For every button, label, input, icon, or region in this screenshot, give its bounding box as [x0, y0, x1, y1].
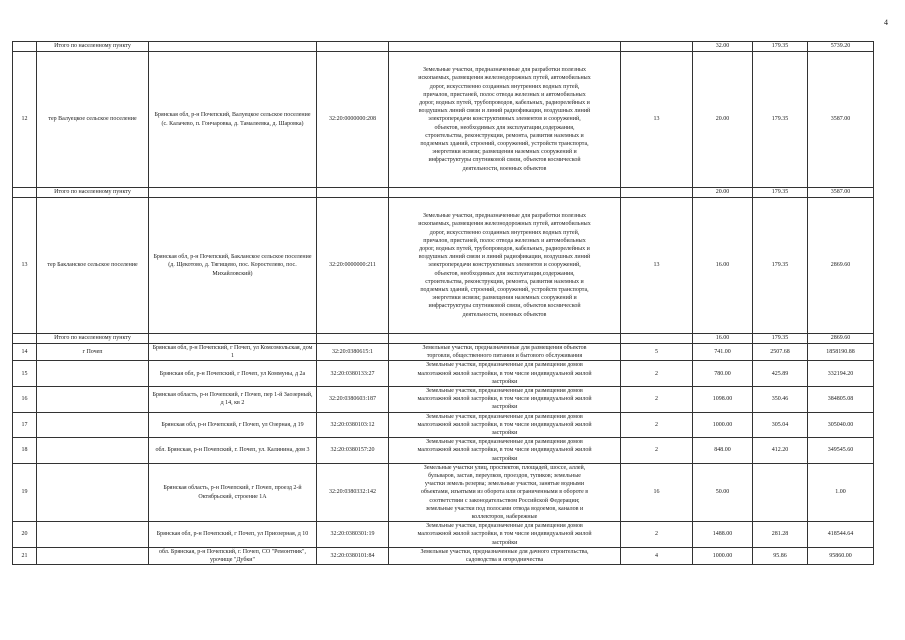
- land-use-description: Земельные участки, предназначенные для размещения домов малоэтажной жилой застройки, в том числе индивидуальной жилой застройки: [389, 438, 621, 464]
- address-cell: Брянская обл, р-н Почепский, г Почеп, ул Комсомольская, дом 1: [149, 344, 317, 361]
- table-row: [13, 387, 874, 413]
- land-use-group: 2: [621, 387, 693, 413]
- table-row: [13, 52, 874, 188]
- cadastral-number: 32:20:0380301:19: [317, 522, 389, 548]
- cadastral-rate: 305.04: [753, 412, 808, 438]
- address-cell: Брянская обл, р-н Почепский, Валуецкое сельское поселение (с. Калачево, п. Гончаровка, д. Тамалеевка, д. Шаровка): [149, 52, 317, 188]
- land-use-description: Земельные участки, предназначенные для размещения домов малоэтажной жилой застройки, в том числе индивидуальной жилой застройки: [389, 412, 621, 438]
- settlement-name: тер Валуецкое сельское поселение: [37, 52, 149, 188]
- subtotal-group-cell: [621, 334, 693, 344]
- row-number: 16: [13, 387, 37, 413]
- subtotal-row: [13, 42, 874, 52]
- settlement-name: тер Бакланское сельское поселение: [37, 198, 149, 334]
- cadastral-value: 2869.60: [808, 198, 874, 334]
- cadastral-rate: 179.35: [753, 198, 808, 334]
- cadastral-rate: 2507.68: [753, 344, 808, 361]
- land-use-description: Земельные участки, предназначенные для разработки полезных ископаемых, размещения железнодорожных путей, автомобильных дорог, искусственно созданных внутренних водных путей, причалов, пристаней, полос отвода железных и автомобильных дорог, водных путей, трубопроводов, кабельных, радиорелейных и воздушных линий связи и линий радиофикации, воздушных линий электропередачи конструктивных элементов и сооружений, объектов, необходимых для эксплуатации,содержания, строительства, реконструкции, ремонта, развития наземных и подземных зданий, строений, сооружений, устройств транспорта, энергетики исвязи; размещения наземных сооружений и инфраструктуры спутниковой связи, объектов космической деятельности, военных объектов: [389, 52, 621, 188]
- cadastral-rate: 350.46: [753, 387, 808, 413]
- row-number: 14: [13, 344, 37, 361]
- area-value: 848.00: [693, 438, 753, 464]
- land-use-group: 5: [621, 344, 693, 361]
- cadastral-value: 384805.08: [808, 387, 874, 413]
- area-value: 50.00: [693, 463, 753, 521]
- address-cell: Брянская область, р-н Почепский, г Почеп, пер 1-й Заозерный, д 14, кв 2: [149, 387, 317, 413]
- cadastral-value: 305040.00: [808, 412, 874, 438]
- subtotal-value: 5739.20: [808, 42, 874, 52]
- cadastral-value: 95860.00: [808, 547, 874, 564]
- subtotal-label: Итого по населенному пункту: [37, 42, 149, 52]
- row-number: 21: [13, 547, 37, 564]
- subtotal-label: Итого по населенному пункту: [37, 334, 149, 344]
- subtotal-area: 20.00: [693, 188, 753, 198]
- settlement-name: [37, 438, 149, 464]
- row-number: 12: [13, 52, 37, 188]
- subtotal-area: 16.00: [693, 334, 753, 344]
- area-value: 1000.00: [693, 412, 753, 438]
- subtotal-address-cell: [149, 42, 317, 52]
- land-cadastral-table: [12, 41, 874, 565]
- land-use-description: Земельные участки, предназначенные для размещения объектов торговли, общественного питания и бытового обслуживания: [389, 344, 621, 361]
- subtotal-cadastral-cell: [317, 42, 389, 52]
- subtotal-address-cell: [149, 334, 317, 344]
- land-use-group: 13: [621, 198, 693, 334]
- land-use-description: Земельные участки, предназначенные для размещения домов малоэтажной жилой застройки, в том числе индивидуальной жилой застройки: [389, 387, 621, 413]
- row-number: 20: [13, 522, 37, 548]
- land-use-group: 4: [621, 547, 693, 564]
- cadastral-number: 32:20:0380603:187: [317, 387, 389, 413]
- row-number: 17: [13, 412, 37, 438]
- address-cell: Брянская область, р-н Почепский, г Почеп, проезд 2-й Октябрьский, строение 1А: [149, 463, 317, 521]
- land-use-group: 2: [621, 361, 693, 387]
- settlement-name: [37, 547, 149, 564]
- cadastral-rate: 179.35: [753, 52, 808, 188]
- cadastral-rate: [753, 463, 808, 521]
- land-use-description: Земельные участки, предназначенные для размещения домов малоэтажной жилой застройки, в том числе индивидуальной жилой застройки: [389, 361, 621, 387]
- area-value: 20.00: [693, 52, 753, 188]
- cadastral-number: 32:20:0380157:20: [317, 438, 389, 464]
- row-number: 13: [13, 198, 37, 334]
- settlement-name: [37, 463, 149, 521]
- settlement-name: [37, 412, 149, 438]
- address-cell: Брянская обл, р-н Почепский, г Почеп, ул Коммуны, д 2а: [149, 361, 317, 387]
- cadastral-number: 32:20:0380133:27: [317, 361, 389, 387]
- cadastral-rate: 425.89: [753, 361, 808, 387]
- cadastral-value: 349545.60: [808, 438, 874, 464]
- table-row: [13, 463, 874, 521]
- cadastral-value: 3587.00: [808, 52, 874, 188]
- area-value: 1098.00: [693, 387, 753, 413]
- subtotal-row: [13, 334, 874, 344]
- table-row: [13, 547, 874, 564]
- subtotal-row: [13, 188, 874, 198]
- subtotal-land-use-cell: [389, 188, 621, 198]
- row-number: 18: [13, 438, 37, 464]
- area-value: 780.00: [693, 361, 753, 387]
- subtotal-rate: 179.35: [753, 42, 808, 52]
- land-use-group: 2: [621, 522, 693, 548]
- subtotal-num-cell: [13, 188, 37, 198]
- address-cell: Брянская обл, р-н Почепский, Бакланское сельское поселение (д. Щекотово, д. Тягищево, пос. Коростелево, пос. Михайловский): [149, 198, 317, 334]
- subtotal-land-use-cell: [389, 42, 621, 52]
- cadastral-rate: 412.20: [753, 438, 808, 464]
- row-number: 15: [13, 361, 37, 387]
- cadastral-value: 332194.20: [808, 361, 874, 387]
- subtotal-num-cell: [13, 42, 37, 52]
- subtotal-value: 2869.60: [808, 334, 874, 344]
- address-cell: обл. Брянская, р-н Почепский, г. Почеп, ул. Калинина, дом 3: [149, 438, 317, 464]
- row-number: 19: [13, 463, 37, 521]
- subtotal-label: Итого по населенному пункту: [37, 188, 149, 198]
- settlement-name: [37, 361, 149, 387]
- subtotal-rate: 179.35: [753, 334, 808, 344]
- table-row: [13, 438, 874, 464]
- cadastral-number: 32:20:0000000:208: [317, 52, 389, 188]
- address-cell: Брянская обл, р-н Почепский, г Почеп, ул Озерная, д 19: [149, 412, 317, 438]
- area-value: 741.00: [693, 344, 753, 361]
- subtotal-address-cell: [149, 188, 317, 198]
- land-use-description: Земельные участки, предназначенные для разработки полезных ископаемых, размещения железнодорожных путей, автомобильных дорог, искусственно созданных внутренних водных путей, причалов, пристаней, полос отвода железных и автомобильных дорог, водных путей, трубопроводов, кабельных, радиорелейных и воздушных линий связи и линий радиофикации, воздушных линий электропередачи конструктивных элементов и сооружений, объектов, необходимых для эксплуатации,содержания, строительства, реконструкции, ремонта, развития наземных и подземных зданий, строений, сооружений, устройств транспорта, энергетики исвязи; размещения наземных сооружений и инфраструктуры спутниковой связи, объектов космической деятельности, военных объектов: [389, 198, 621, 334]
- settlement-name: г Почеп: [37, 344, 149, 361]
- table-row: [13, 198, 874, 334]
- land-use-description: Земельные участки, предназначенные для размещения домов малоэтажной жилой застройки, в том числе индивидуальной жилой застройки: [389, 522, 621, 548]
- subtotal-group-cell: [621, 42, 693, 52]
- address-cell: обл. Брянская, р-н Почепский, г. Почеп, СО "Ремонтник", урочище "Дубки": [149, 547, 317, 564]
- land-use-group: 2: [621, 412, 693, 438]
- land-use-group: 2: [621, 438, 693, 464]
- subtotal-cadastral-cell: [317, 334, 389, 344]
- page-number: 4: [884, 18, 888, 27]
- settlement-name: [37, 387, 149, 413]
- cadastral-number: 32:20:0000000:211: [317, 198, 389, 334]
- cadastral-value: 1.00: [808, 463, 874, 521]
- subtotal-area: 32.00: [693, 42, 753, 52]
- subtotal-land-use-cell: [389, 334, 621, 344]
- cadastral-value: 1858190.88: [808, 344, 874, 361]
- subtotal-num-cell: [13, 334, 37, 344]
- cadastral-number: 32:20:0380332:142: [317, 463, 389, 521]
- settlement-name: [37, 522, 149, 548]
- cadastral-number: 32:20:0380103:12: [317, 412, 389, 438]
- land-use-group: 13: [621, 52, 693, 188]
- subtotal-group-cell: [621, 188, 693, 198]
- cadastral-rate: 95.86: [753, 547, 808, 564]
- cadastral-number: 32:20:0380101:84: [317, 547, 389, 564]
- land-use-group: 16: [621, 463, 693, 521]
- land-use-description: Земельные участки, предназначенные для дачного строительства, садоводства и огородничества: [389, 547, 621, 564]
- subtotal-value: 3587.00: [808, 188, 874, 198]
- area-value: 1488.00: [693, 522, 753, 548]
- area-value: 1000.00: [693, 547, 753, 564]
- subtotal-cadastral-cell: [317, 188, 389, 198]
- cadastral-value: 418544.64: [808, 522, 874, 548]
- area-value: 16.00: [693, 198, 753, 334]
- land-use-description: Земельные участки улиц, проспектов, площадей, шоссе, аллей, бульваров, застав, переулков, проездов, тупиков; земельные участки земель резерва; земельные участки, занятые водными объектами, изъятыми из оборота или ограниченными в обороте в соответствии с законодательством Российской Федерации; земельные участки под полосами отвода водоемов, каналов и коллекторов, набережные: [389, 463, 621, 521]
- cadastral-number: 32:20:0380615:1: [317, 344, 389, 361]
- address-cell: Брянская обл, р-н Почепский, г Почеп, ул Приозерная, д 10: [149, 522, 317, 548]
- subtotal-rate: 179.35: [753, 188, 808, 198]
- table-row: [13, 344, 874, 361]
- table-row: [13, 412, 874, 438]
- table-row: [13, 522, 874, 548]
- table-row: [13, 361, 874, 387]
- cadastral-rate: 281.28: [753, 522, 808, 548]
